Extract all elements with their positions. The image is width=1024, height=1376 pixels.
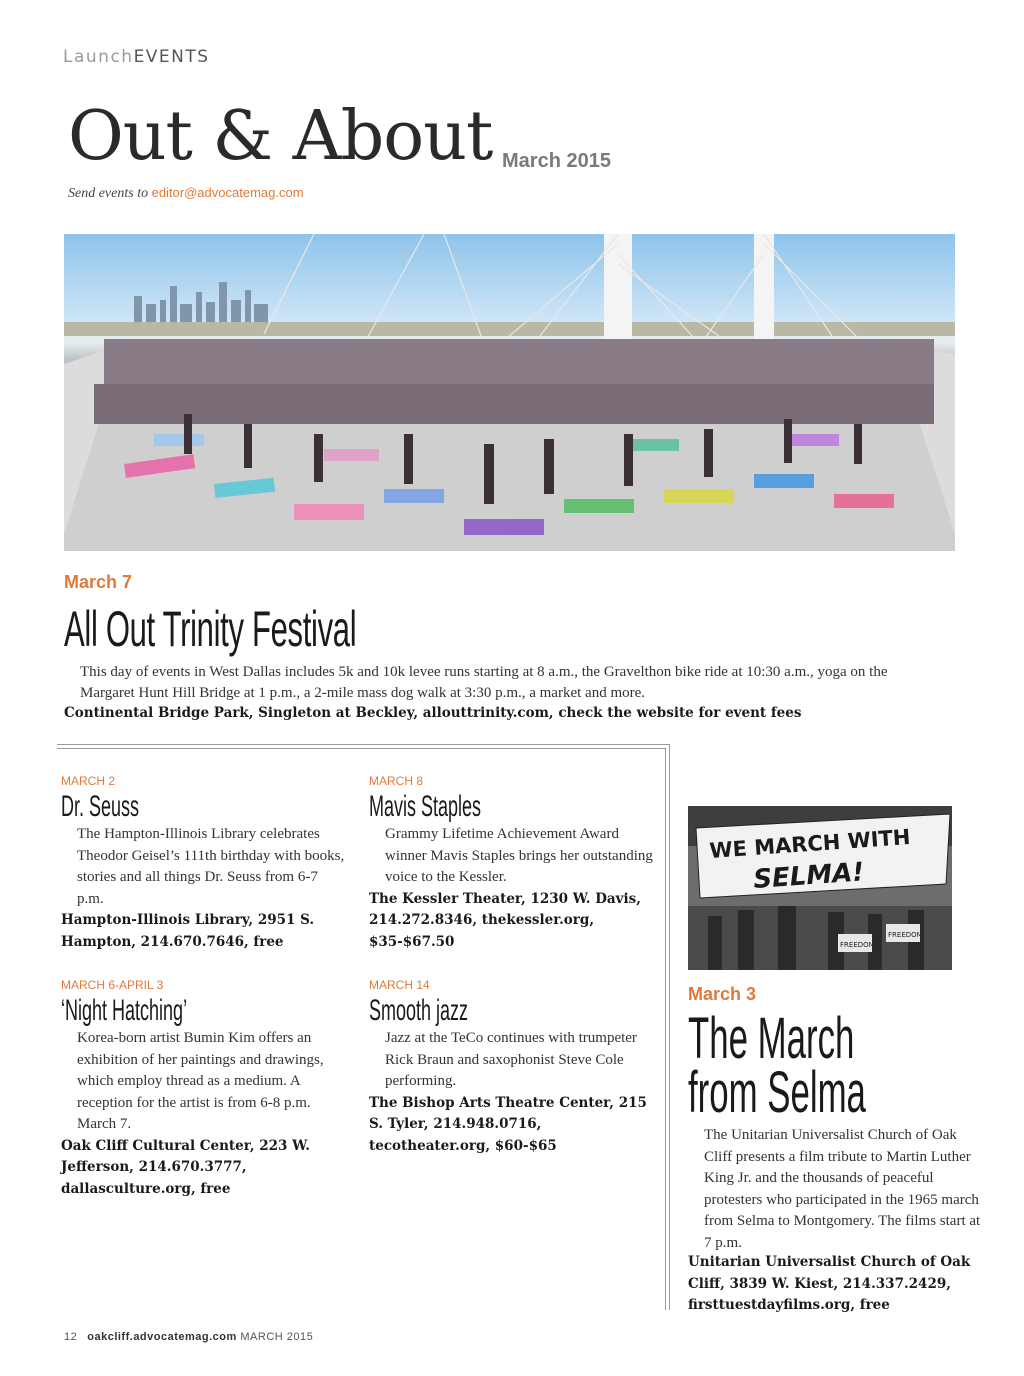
selma-title-line1: The March (688, 1006, 855, 1071)
featured-photo (64, 234, 955, 551)
footer-issue: MARCH 2015 (240, 1331, 314, 1343)
event-listing (61, 774, 346, 953)
event-listing (369, 774, 654, 953)
selma-title-line2: from Selma (688, 1060, 866, 1125)
selma-title (688, 1006, 866, 1125)
event-date: MARCH 6-APRIL 3 (61, 978, 164, 992)
page-title: Out & About (68, 97, 493, 176)
event-listing (61, 978, 346, 1200)
frame-rule (57, 748, 665, 749)
selma-date: March 3 (688, 984, 757, 1004)
send-events-prefix: Send events to (68, 186, 149, 201)
frame-rule (665, 748, 666, 1310)
event-name: Smooth jazz (369, 994, 469, 1027)
selma-banner-line1: WE MARCH WITH (708, 825, 912, 863)
selma-sign-1: FREEDOM (840, 941, 875, 949)
section-label-light: Launch (63, 47, 134, 67)
section-label (63, 47, 210, 67)
event-body: Jazz at the TeCo continues with trumpeter Rick Braun and saxophonist Steve Cole performing. (385, 1030, 637, 1089)
event-name: ‘Night Hatching’ (61, 994, 188, 1027)
featured-date: March 7 (64, 572, 133, 592)
section-label-dark: EVENTS (133, 47, 210, 67)
event-body: The Hampton-Illinois Library celebrates Theodor Geisel’s 111th birthday with books, stories and all things Dr. Seuss from 6-7 p.m. (77, 826, 345, 907)
featured-body (80, 662, 960, 704)
featured-venue: Continental Bridge Park, Singleton at Beckley, allouttrinity.com, check the website for event fees (64, 705, 802, 721)
selma-body: The Unitarian Universalist Church of Oak Cliff presents a film tribute to Martin Luther King Jr. and the thousands of peaceful protesters who participated in the 1965 march from Selma to Montgomery. The films start at 7 p.m. (704, 1127, 981, 1251)
event-date: MARCH 2 (61, 774, 116, 788)
event-date: MARCH 8 (369, 774, 424, 788)
event-date: MARCH 14 (369, 978, 430, 992)
footer-site[interactable]: oakcliff.advocatemag.com (87, 1331, 237, 1343)
featured-body-line2: Margaret Hunt Hill Bridge at 1 p.m., a 2-mile mass dog walk at 3:30 p.m., a market and more. (80, 685, 646, 701)
event-body: Grammy Lifetime Achievement Award winner Mavis Staples brings her outstanding voice to the Kessler. (385, 826, 653, 885)
event-venue: The Bishop Arts Theatre Center, 215 S. Tyler, 214.948.0716, tecotheater.org, $60-$65 (369, 1094, 647, 1154)
selma-sign-2: FREEDOM (888, 931, 923, 939)
page-footer (64, 1331, 313, 1343)
frame-rule (669, 744, 670, 1310)
featured-body-line1: This day of events in West Dallas includes 5k and 10k levee runs starting at 8 a.m., the Gravelthon bike ride at 10:30 a.m., yoga on the (80, 664, 888, 680)
frame-rule (57, 744, 669, 745)
event-venue: Hampton-Illinois Library, 2951 S. Hampton, 214.670.7646, free (61, 912, 315, 950)
send-events-email[interactable]: editor@advocatemag.com (151, 185, 304, 200)
event-name: Dr. Seuss (61, 790, 140, 823)
event-name: Mavis Staples (369, 790, 482, 823)
event-venue: Oak Cliff Cultural Center, 223 W. Jefferson, 214.670.3777, dallasculture.org, free (61, 1137, 310, 1197)
page-number: 12 (64, 1331, 78, 1343)
event-listing (369, 978, 654, 1157)
event-venue: The Kessler Theater, 1230 W. Davis, 214.272.8346, thekessler.org, $35-$67.50 (369, 890, 641, 950)
selma-photo (688, 806, 952, 970)
event-body: Korea-born artist Bumin Kim offers an exhibition of her paintings and drawings, which employ thread as a medium. A reception for the artist is from 6-8 p.m. March 7. (77, 1030, 324, 1132)
selma-banner-line2: SELMA! (752, 857, 866, 895)
selma-venue: Unitarian Universalist Church of Oak Cliff, 3839 W. Kiest, 214.337.2429, firsttuestdayfilms.org, free (688, 1254, 971, 1313)
issue-date: March 2015 (502, 150, 611, 172)
send-events-line (68, 185, 304, 202)
featured-title: All Out Trinity Festival (64, 601, 357, 657)
